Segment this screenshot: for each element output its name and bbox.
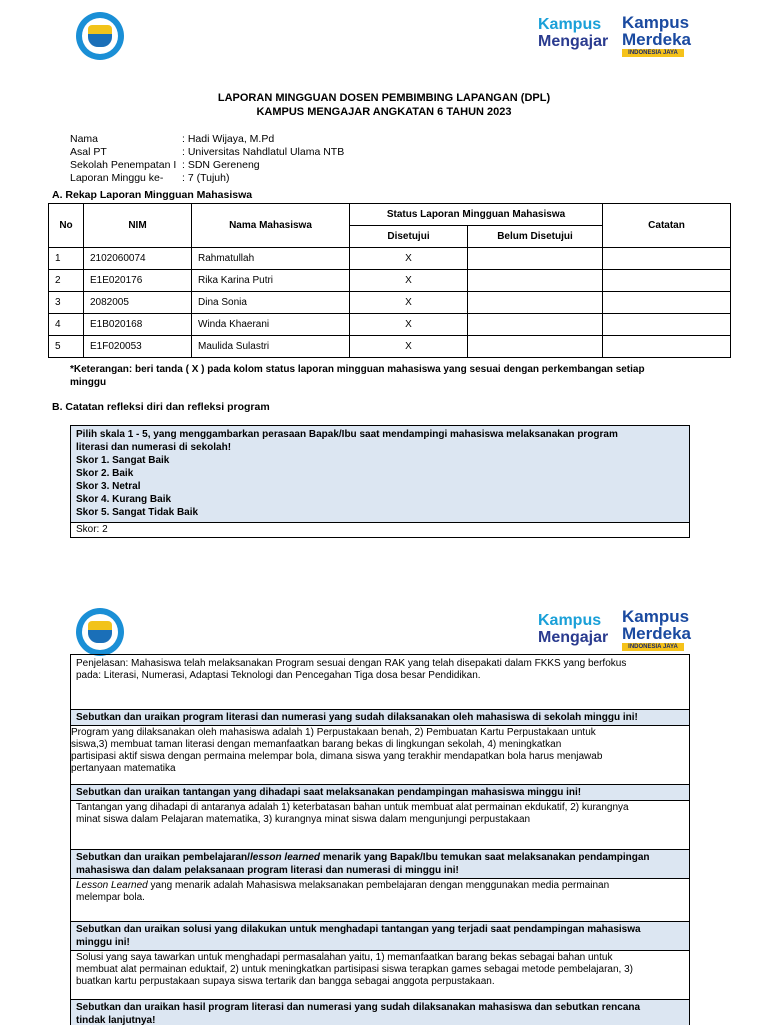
answer-solusi: Solusi yang saya tawarkan untuk menghadapi permasalahan yaitu, 1) memanfaatkan barang bekas sebagai bahan untuk membuat alat permainan eduktaif, 2) untuk meningkatkan partisipasi siswa terapkan games sebagai metode pembelajaran, 3) buatkan kartu perpustakaan supaya siswa tertarik dan bangga sebagai anggota perpustakaan. [71,950,689,999]
scale-box [70,425,690,538]
col-catatan: Catatan [603,204,731,248]
info-row-nama: Nama : Hadi Wijaya, M.Pd [70,133,275,145]
answer-program: Program yang dilaksanakan oleh mahasiswa adalah 1) Perpustakaan benah, 2) Pembuatan Kartu Perpustakaan untuk siswa,3) membuat taman literasi dengan memanfaatkan barang bekas di lingkungan sekolah, 4) meningkatkan partisipasi aktif siswa dengan permaina melempar bola, dimana siswa yang terakhir mendapatkan bola harus menjawab pertanyaan matematika [71,725,689,784]
section-b-heading: B. Catatan refleksi diri dan refleksi program [52,401,270,413]
question-hasil-program: Sebutkan dan uraikan hasil program literasi dan numerasi yang sudah dilaksanakan mahasiswa dan sebutkan rencana tindak lanjutnya! [71,999,689,1025]
answer-tantangan: Tantangan yang dihadapi di antaranya adalah 1) keterbatasan bahan untuk membuat alat permainan ekdukatif, 2) kurangnya minat siswa dalam Pelajaran matematika, 3) kurangnya minat siswa dalam mengunjungi perpustakaan [71,800,689,849]
table-note: *Keterangan: beri tanda ( X ) pada kolom status laporan mingguan mahasiswa yang sesuai dengan perkembangan setiap minggu [70,364,645,388]
col-belum: Belum Disetujui [468,226,603,248]
rekap-table [48,203,731,358]
tut-wuri-handayani-logo-icon [76,608,124,656]
col-nama: Nama Mahasiswa [192,204,350,248]
question-program: Sebutkan dan uraikan program literasi dan numerasi yang sudah dilaksanakan oleh mahasiswa di sekolah minggu ini! [71,709,689,725]
info-row-asal-pt: Asal PT : Universitas Nahdlatul Ulama NTB [70,146,345,158]
table-row: 2 E1E020176 Rika Karina Putri X [49,270,731,292]
page-gap [0,560,768,592]
question-solusi: Sebutkan dan uraikan solusi yang dilakukan untuk menghadapi tantangan yang terjadi saat pendampingan mahasiswa minggu ini! [71,921,689,950]
report-title-line1: LAPORAN MINGGUAN DOSEN PEMBIMBING LAPANGAN (DPL) [217,92,551,104]
kampus-mengajar-logo: Kampus Mengajar [538,612,609,646]
col-no: No [49,204,84,248]
scale-instructions: Pilih skala 1 - 5, yang menggambarkan perasaan Bapak/Ibu saat mendampingi mahasiswa melaksanakan program literasi dan numerasi di sekolah! Skor 1. Sangat Baik Skor 2. Baik Skor 3. Netral Skor 4. Kurang Baik Skor 5. Sangat Tidak Baik [71,426,689,522]
penjelasan-text: Penjelasan: Mahasiswa telah melaksanakan Program sesuai dengan RAK yang telah disepakati dalam FKKS yang berfokus pada: Literasi, Numerasi, Adaptasi Teknologi dan Pencegahan Tiga dosa besar Pendidikan. [76,658,627,681]
identity-block [70,133,344,185]
report-title-line2: KAMPUS MENGAJAR ANGKATAN 6 TAHUN 2023 [256,106,512,118]
section-a-heading: A. Rekap Laporan Mingguan Mahasiswa [52,189,253,201]
reflection-box [70,654,690,1025]
tut-wuri-handayani-logo-icon [76,12,124,60]
table-row: 3 2082005 Dina Sonia X [49,292,731,314]
answer-lesson-learned: Lesson Learned yang menarik adalah Mahasiswa melaksanakan pembelajaran dengan menggunakan media permainan melempar bola. [71,878,689,921]
info-row-minggu: Laporan Minggu ke- : 7 (Tujuh) [70,172,230,184]
kampus-merdeka-logo: Kampus Merdeka INDONESIA JAYA [622,13,691,56]
question-lesson-learned: Sebutkan dan uraikan pembelajaran/lesson learned menarik yang Bapak/Ibu temukan saat melaksanakan pendampingan mahasiswa dan dalam pelaksanaan program literasi dan numerasi di minggu ini! [71,849,689,878]
col-disetujui: Disetujui [350,226,468,248]
table-row: 1 2102060074 Rahmatullah X [49,248,731,270]
table-row: 4 E1B020168 Winda Khaerani X [49,314,731,336]
col-status: Status Laporan Mingguan Mahasiswa [350,204,603,226]
table-row: 5 E1F020053 Maulida Sulastri X [49,336,731,358]
score-value: Skor: 2 [71,522,689,537]
kampus-mengajar-logo: Kampus Mengajar [538,16,609,50]
col-nim: NIM [84,204,192,248]
kampus-merdeka-logo: Kampus Merdeka INDONESIA JAYA [622,607,691,650]
report-page-2 [0,592,768,1024]
question-tantangan: Sebutkan dan uraikan tantangan yang dihadapi saat melaksanakan pendampingan mahasiswa minggu ini! [71,784,689,800]
info-row-sekolah: Sekolah Penempatan I : SDN Gereneng [70,159,260,171]
